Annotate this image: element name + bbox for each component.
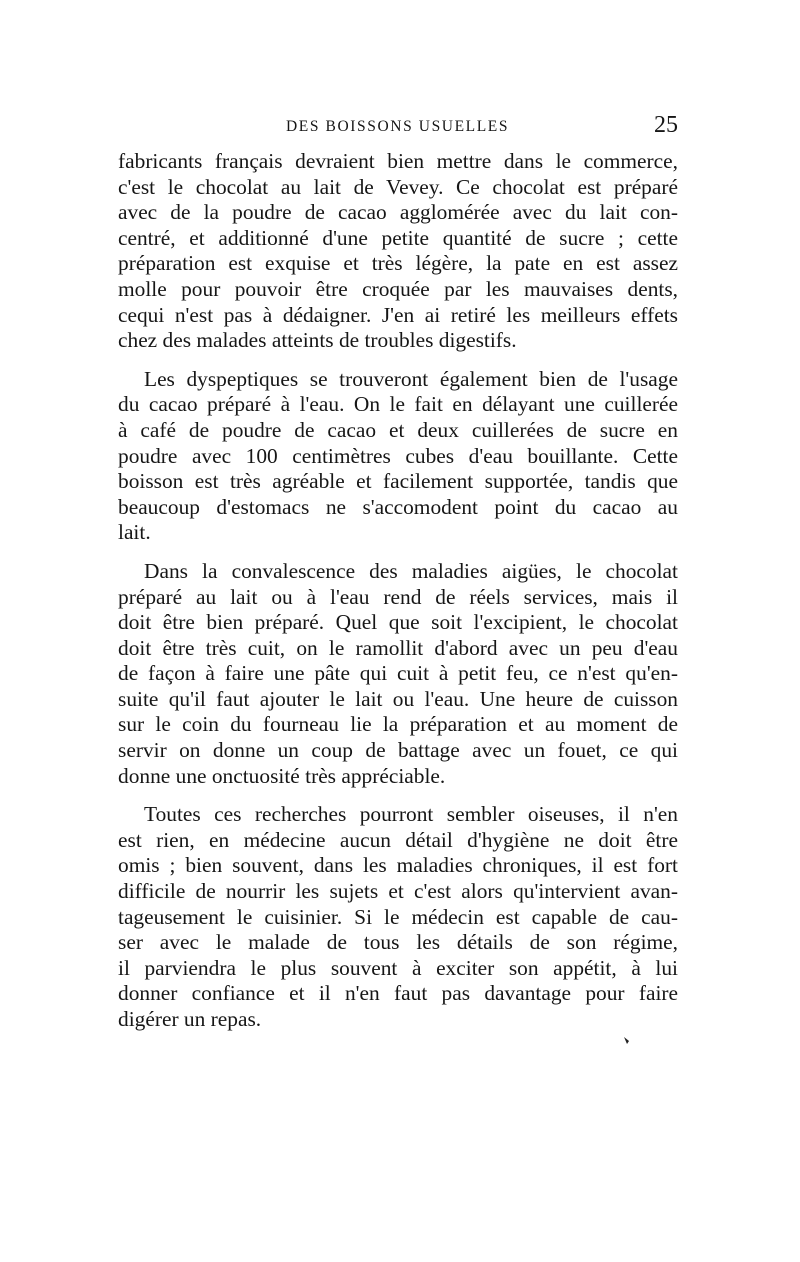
text-line: doit être très cuit, on le ramollit d'abord avec un peu d'eau (118, 635, 678, 660)
page-header (118, 112, 678, 142)
text-line: il parviendra le plus souvent à exciter son appétit, à lui (118, 955, 678, 980)
body-text (118, 149, 678, 1046)
text-line: beaucoup d'estomacs ne s'accomodent point du cacao au (118, 494, 678, 519)
text-line: préparation est exquise et très légère, la pate en est assez (118, 251, 678, 276)
text-line: avec de la poudre de cacao agglomérée avec du lait con- (118, 200, 678, 225)
text-line: donner confiance et il n'en faut pas davantage pour faire (118, 981, 678, 1006)
ink-speck (623, 1035, 631, 1045)
text-line: molle pour pouvoir être croquée par les mauvaises dents, (118, 276, 678, 301)
text-line: chez des malades atteints de troubles digestifs. (118, 328, 517, 353)
text-line: lait. (118, 520, 151, 545)
text-line: servir on donne un coup de battage avec un fouet, ce qui (118, 738, 678, 763)
text-line: donne une onctuosité très appréciable. (118, 763, 446, 788)
text-line: préparé au lait ou à l'eau rend de réels services, mais il (118, 584, 678, 609)
text-line: est rien, en médecine aucun détail d'hygiène ne doit être (118, 827, 678, 852)
text-line: cequi n'est pas à dédaigner. J'en ai retiré les meilleurs effets (118, 302, 678, 327)
text-line: poudre avec 100 centimètres cubes d'eau bouillante. Cette (118, 443, 678, 468)
text-line: fabricants français devraient bien mettre dans le commerce, (118, 149, 678, 173)
text-line: Les dyspeptiques se trouveront également bien de l'usage (144, 366, 678, 391)
text-line: sur le coin du fourneau lie la préparation et au moment de (118, 712, 678, 737)
text-line: boisson est très agréable et facilement supportée, tandis que (118, 469, 678, 494)
text-line: difficile de nourrir les sujets et c'est alors qu'intervient avan- (118, 879, 678, 904)
paragraph-1 (118, 149, 678, 354)
text-line: omis ; bien souvent, dans les maladies chroniques, il est fort (118, 853, 678, 878)
text-line: Dans la convalescence des maladies aigües, le chocolat (144, 558, 678, 583)
text-line: Toutes ces recherches pourront sembler oiseuses, il n'en (144, 802, 678, 827)
page-number: 25 (654, 112, 678, 138)
paragraph-3 (118, 559, 678, 789)
text-line: digérer un repas. (118, 1007, 262, 1031)
running-title: DES BOISSONS USUELLES (286, 118, 510, 135)
text-line: à café de poudre de cacao et deux cuillerées de sucre en (118, 417, 678, 442)
text-line: ser avec le malade de tous les détails de son régime, (118, 930, 678, 955)
text-line: de façon à faire une pâte qui cuit à petit feu, ce n'est qu'en- (118, 661, 678, 686)
paragraph-2 (118, 367, 678, 546)
text-line: tageusement le cuisinier. Si le médecin est capable de cau- (118, 904, 678, 929)
text-line: du cacao préparé à l'eau. On le fait en délayant une cuillerée (118, 392, 678, 417)
text-line: suite qu'il faut ajouter le lait ou l'eau. Une heure de cuisson (118, 686, 678, 711)
paragraph-4 (118, 802, 678, 1032)
text-line: doit être bien préparé. Quel que soit l'excipient, le chocolat (118, 610, 678, 635)
text-line: c'est le chocolat au lait de Vevey. Ce chocolat est préparé (118, 174, 678, 199)
text-line: centré, et additionné d'une petite quantité de sucre ; cette (118, 225, 678, 250)
